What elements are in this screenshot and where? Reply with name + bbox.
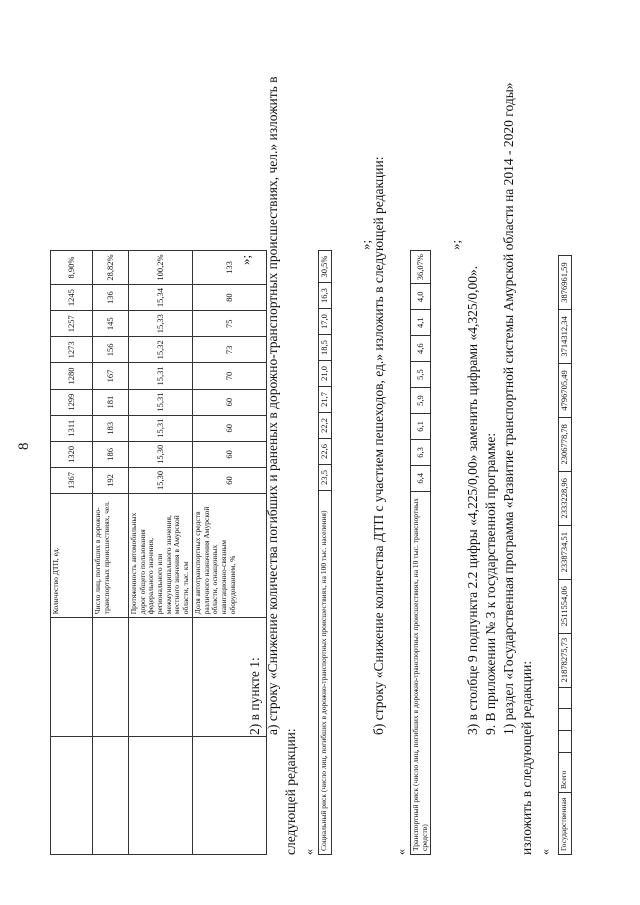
social-risk-value: 30,5% bbox=[319, 251, 332, 283]
funding-value: 21878275,73 bbox=[559, 633, 572, 687]
section-3-line4: изложить в следующей редакции: bbox=[519, 660, 534, 855]
social-risk-value: 17,0 bbox=[319, 309, 332, 335]
indicator-value: 133 bbox=[193, 251, 267, 285]
section-3-line2: 9. В приложении № 3 к государственной программе: bbox=[483, 432, 498, 735]
transport-risk-value: 5,5 bbox=[411, 362, 431, 388]
empty-cell bbox=[129, 618, 193, 736]
indicator-value: 15,33 bbox=[129, 311, 193, 337]
transport-risk-value: 4,1 bbox=[411, 310, 431, 336]
indicator-label: Число лиц, погибших в дорожно-транспортных происшествиях, чел. bbox=[93, 494, 129, 618]
indicator-value: 136 bbox=[93, 285, 129, 311]
empty-cell bbox=[51, 736, 93, 854]
section-3-line3: 1) раздел «Государственная программа «Развитие транспортной системы Амурской области на 2014 - 2020 годы» bbox=[501, 82, 516, 735]
indicator-value: 73 bbox=[193, 337, 267, 363]
item-a-line2: следующей редакции: bbox=[283, 728, 298, 855]
indicator-value: 15,34 bbox=[129, 285, 193, 311]
funding-value: 2511554,06 bbox=[559, 579, 572, 633]
indicator-value: 1299 bbox=[51, 389, 93, 415]
empty-cell bbox=[51, 618, 93, 736]
indicator-label: Доля автотранспортных средств различного назначения Амурской области, оснащенных навигационно-связным оборудованием, % bbox=[193, 494, 267, 618]
page-number: 8 bbox=[16, 442, 32, 450]
indicator-value: 100,2% bbox=[129, 251, 193, 285]
indicator-label: Протяженность автомобильных дорог общего пользования федерального значения, регионального или межмуниципального значения, местного значения в Амурской области, тыс. км bbox=[129, 494, 193, 618]
indicator-value: 1311 bbox=[51, 415, 93, 441]
indicator-value: 60 bbox=[193, 415, 267, 441]
social-risk-value: 23,5 bbox=[319, 464, 332, 490]
transport-risk-value: 4,6 bbox=[411, 336, 431, 362]
indicator-value: 15,31 bbox=[129, 389, 193, 415]
indicator-value: 192 bbox=[93, 467, 129, 493]
funding-value: 2338734,51 bbox=[559, 525, 572, 579]
top-table-row bbox=[193, 251, 267, 855]
social-risk-table bbox=[318, 250, 332, 855]
funding-value: 4796705,49 bbox=[559, 363, 572, 417]
social-risk-value: 16,3 bbox=[319, 283, 332, 309]
empty-cell bbox=[559, 709, 572, 731]
empty-cell bbox=[93, 618, 129, 736]
transport-risk-value: 4,0 bbox=[411, 284, 431, 310]
funding-value: 2333228,96 bbox=[559, 471, 572, 525]
indicator-value: 70 bbox=[193, 363, 267, 389]
funding-value: 3714312,34 bbox=[559, 310, 572, 364]
indicator-value: 181 bbox=[93, 389, 129, 415]
empty-cell bbox=[129, 736, 193, 854]
transport-risk-value: 36,07% bbox=[411, 251, 431, 284]
program-cell: Государственная bbox=[559, 793, 572, 855]
social-risk-value: 21,7 bbox=[319, 386, 332, 412]
empty-cell bbox=[93, 736, 129, 854]
indicator-value: 1273 bbox=[51, 337, 93, 363]
indicator-label: Количество ДТП, ед. bbox=[51, 494, 93, 618]
transport-risk-table bbox=[410, 250, 431, 855]
item-b: б) строку «Снижение количества ДТП с участием пешеходов, ед.» изложить в следующей редакции: bbox=[371, 156, 386, 735]
social-risk-value: 21,0 bbox=[319, 360, 332, 386]
indicator-value: 28,82% bbox=[93, 251, 129, 285]
indicator-value: 60 bbox=[193, 441, 267, 467]
top-table-closing: »; bbox=[238, 254, 253, 265]
indicator-value: 167 bbox=[93, 363, 129, 389]
social-risk-value: 18,5 bbox=[319, 335, 332, 361]
section-2-heading: 2) в пункте 1: bbox=[247, 657, 262, 735]
indicator-value: 1367 bbox=[51, 467, 93, 493]
transport-risk-value: 6,3 bbox=[411, 439, 431, 465]
item-a-line1: а) строку «Снижение количества погибших и раненых в дорожно-транспортных происшествиях, чел.» изложить в bbox=[265, 76, 280, 735]
indicator-value: 8,90% bbox=[51, 251, 93, 285]
empty-cell bbox=[193, 736, 267, 854]
indicator-value: 183 bbox=[93, 415, 129, 441]
indicator-value: 75 bbox=[193, 311, 267, 337]
transport-risk-value: 6,4 bbox=[411, 465, 431, 491]
section-3-open-quote: « bbox=[538, 849, 552, 855]
item-b-closing: »; bbox=[448, 239, 463, 250]
indicator-value: 156 bbox=[93, 337, 129, 363]
transport-risk-value: 6,1 bbox=[411, 414, 431, 440]
indicator-value: 60 bbox=[193, 467, 267, 493]
indicator-value: 1245 bbox=[51, 285, 93, 311]
program-funding-table bbox=[558, 255, 572, 855]
indicator-value: 1257 bbox=[51, 311, 93, 337]
total-cell: Всего bbox=[559, 753, 572, 793]
empty-cell bbox=[559, 687, 572, 709]
transport-risk-label: Транспортный риск (число лиц, погибших в дорожно-транспортных происшествиях, на 10 тыс. транспортных средств) bbox=[411, 491, 431, 854]
funding-value: 3876961,59 bbox=[559, 256, 572, 310]
funding-value: 2306778,78 bbox=[559, 417, 572, 471]
social-risk-value: 22,6 bbox=[319, 438, 332, 464]
transport-risk-value: 5,9 bbox=[411, 388, 431, 414]
top-table-row bbox=[93, 251, 129, 855]
social-risk-value: 22,2 bbox=[319, 412, 332, 438]
indicator-value: 15,32 bbox=[129, 337, 193, 363]
indicator-value: 80 bbox=[193, 285, 267, 311]
top-indicators-table bbox=[50, 250, 267, 855]
indicator-value: 15,31 bbox=[129, 363, 193, 389]
section-3-line1: 3) в столбце 9 подпункта 2.2 цифры «4,225/0,00» заменить цифрами «4,325/0,00». bbox=[465, 265, 480, 735]
empty-cell bbox=[559, 731, 572, 753]
top-table-row bbox=[129, 251, 193, 855]
indicator-value: 186 bbox=[93, 441, 129, 467]
indicator-value: 15,30 bbox=[129, 467, 193, 493]
indicator-value: 60 bbox=[193, 389, 267, 415]
indicator-value: 145 bbox=[93, 311, 129, 337]
item-a-open-quote: « bbox=[302, 849, 316, 855]
item-b-open-quote: « bbox=[394, 849, 408, 855]
top-table-row bbox=[51, 251, 93, 855]
indicator-value: 1320 bbox=[51, 441, 93, 467]
indicator-value: 15,30 bbox=[129, 441, 193, 467]
item-a-closing: »; bbox=[358, 239, 373, 250]
indicator-value: 1280 bbox=[51, 363, 93, 389]
social-risk-label: Социальный риск (число лиц, погибших в дорожно-транспортных происшествиях, на 100 тыс. населения) bbox=[319, 490, 332, 854]
indicator-value: 15,31 bbox=[129, 415, 193, 441]
